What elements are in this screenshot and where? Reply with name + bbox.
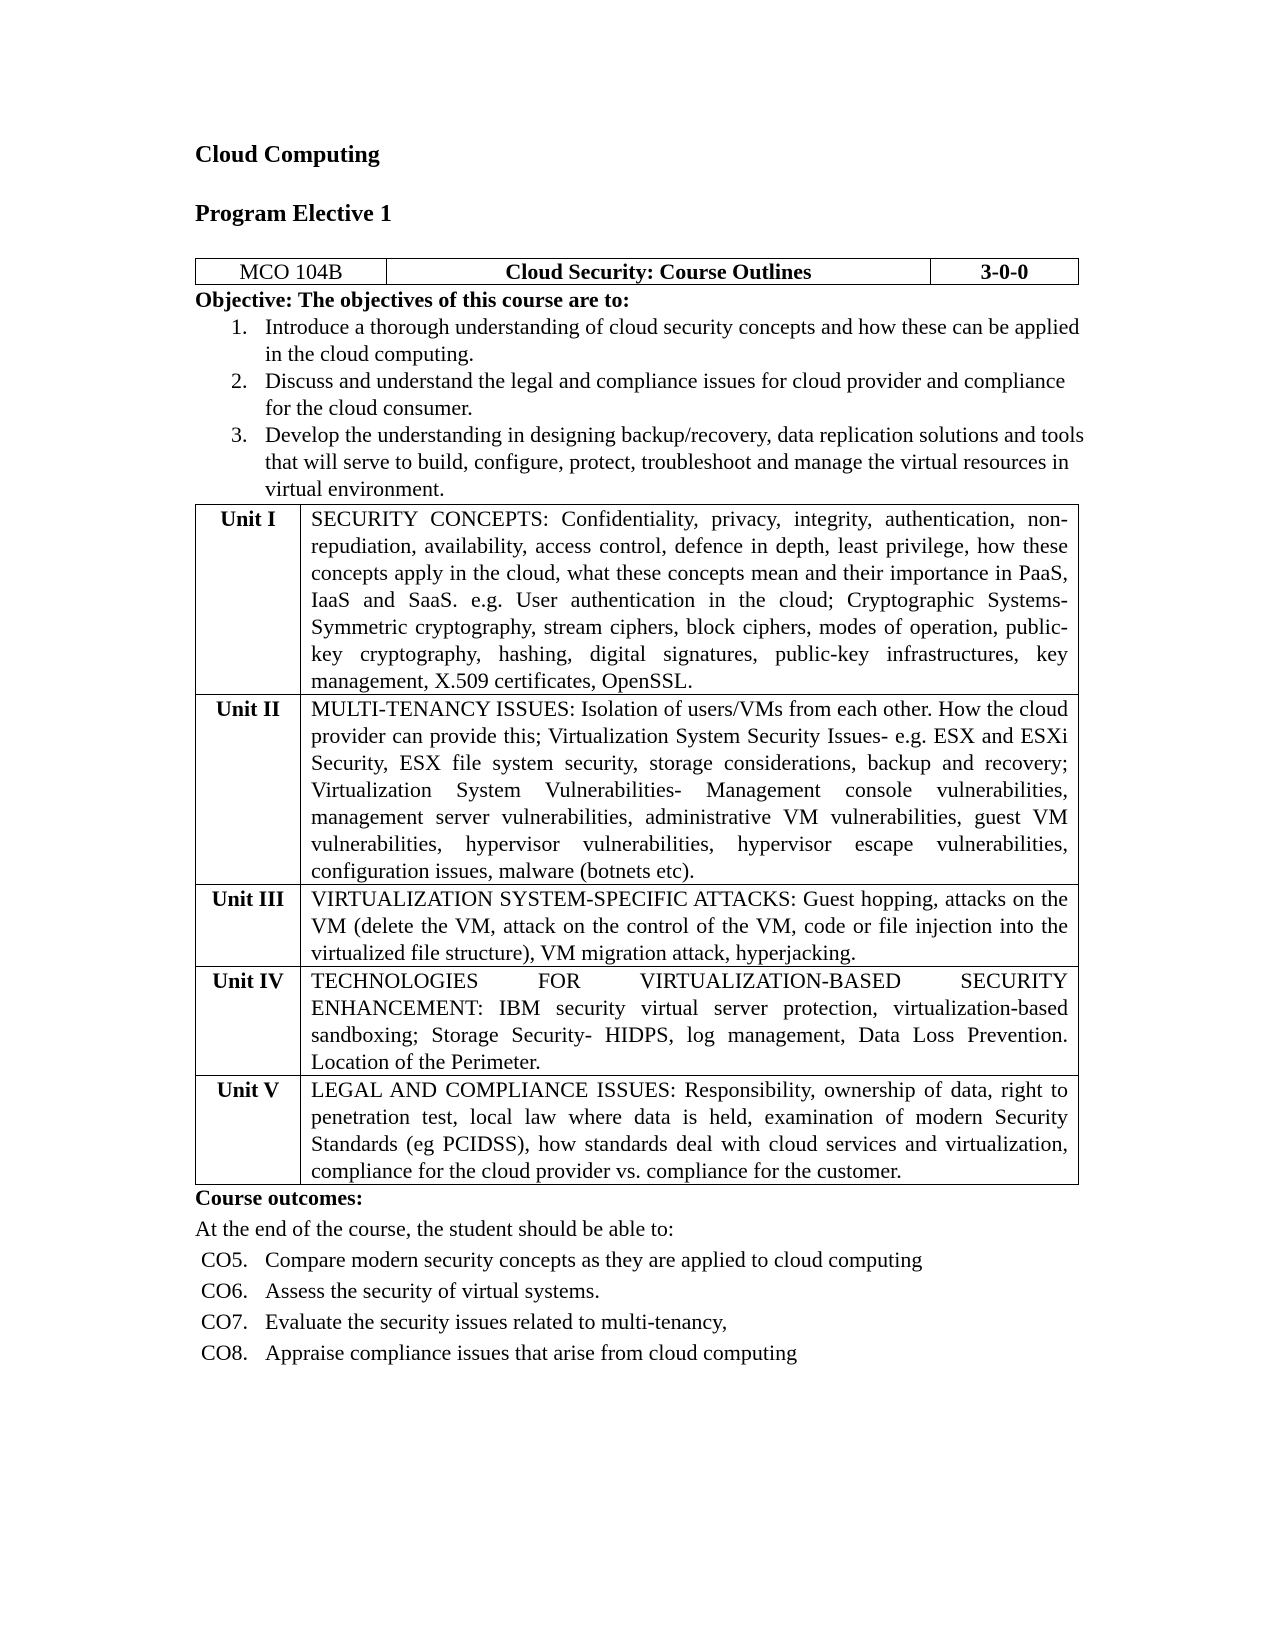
unit-content: TECHNOLOGIES FOR VIRTUALIZATION-BASED SECURITY ENHANCEMENT: IBM security virtual server protection, virtualization-based sandboxing; Storage Security- HIDPS, log management, Data Loss Prevention. Location of the Perimeter. bbox=[301, 967, 1079, 1076]
unit-content: MULTI-TENANCY ISSUES: Isolation of users/VMs from each other. How the cloud provider can provide this; Virtualization System Security Issues- e.g. ESX and ESXi Security, ESX file system security, storage considerations, backup and recovery; Virtualization System Vulnerabilities- Management console vulnerabilities, management server vulnerabilities, administrative VM vulnerabilities, guest VM vulnerabilities, hypervisor vulnerabilities, hypervisor escape vulnerabilities, configuration issues, malware (botnets etc). bbox=[301, 695, 1079, 885]
unit-content: VIRTUALIZATION SYSTEM-SPECIFIC ATTACKS: Guest hopping, attacks on the VM (delete the VM, attack on the control of the VM, code or file injection into the virtualized file structure), VM migration attack, hyperjacking. bbox=[301, 885, 1079, 967]
unit-row bbox=[196, 967, 1079, 1076]
objective-number: 3. bbox=[231, 422, 248, 447]
outcome-item bbox=[195, 1244, 1095, 1275]
unit-row bbox=[196, 885, 1079, 967]
outcome-code: CO5. bbox=[201, 1247, 249, 1272]
course-code: MCO 104B bbox=[196, 259, 387, 285]
document-subtitle: Program Elective 1 bbox=[195, 201, 392, 227]
objectives-list bbox=[195, 313, 1085, 502]
outcomes-intro: At the end of the course, the student should be able to: bbox=[195, 1216, 674, 1241]
objective-item bbox=[195, 421, 1085, 502]
course-credits: 3-0-0 bbox=[931, 259, 1079, 285]
units-table bbox=[195, 504, 1079, 1185]
unit-row bbox=[196, 505, 1079, 695]
outcome-code: CO7. bbox=[201, 1309, 249, 1334]
unit-name: Unit V bbox=[196, 1076, 301, 1185]
unit-row bbox=[196, 1076, 1079, 1185]
objective-item bbox=[195, 313, 1085, 367]
unit-name: Unit II bbox=[196, 695, 301, 885]
objective-text: Develop the understanding in designing backup/recovery, data replication solutions and tools that will serve to build, configure, protect, troubleshoot and manage the virtual resources in virtual environment. bbox=[265, 422, 1085, 501]
outcome-text: Assess the security of virtual systems. bbox=[265, 1278, 600, 1303]
outcome-code: CO8. bbox=[201, 1340, 249, 1365]
objective-text: Introduce a thorough understanding of cloud security concepts and how these can be applied in the cloud computing. bbox=[265, 314, 1080, 366]
outcome-code: CO6. bbox=[201, 1278, 249, 1303]
outcome-text: Evaluate the security issues related to multi-tenancy, bbox=[265, 1309, 728, 1334]
outcome-item bbox=[195, 1337, 1095, 1368]
objectives-heading: Objective: The objectives of this course are to: bbox=[195, 287, 630, 312]
outcome-item bbox=[195, 1306, 1095, 1337]
unit-content: LEGAL AND COMPLIANCE ISSUES: Responsibility, ownership of data, right to penetration test, local law where data is held, examination of modern Security Standards (eg PCIDSS), how standards deal with cloud services and virtualization, compliance for the cloud provider vs. compliance for the customer. bbox=[301, 1076, 1079, 1185]
outcomes-section bbox=[195, 1184, 1095, 1368]
unit-name: Unit I bbox=[196, 505, 301, 695]
unit-name: Unit IV bbox=[196, 967, 301, 1076]
objective-number: 2. bbox=[231, 368, 248, 393]
document-title: Cloud Computing bbox=[195, 142, 380, 168]
outcomes-heading: Course outcomes: bbox=[195, 1185, 364, 1210]
unit-row bbox=[196, 695, 1079, 885]
course-header-table bbox=[195, 258, 1079, 285]
unit-content: SECURITY CONCEPTS: Confidentiality, privacy, integrity, authentication, non-repudiation, availability, access control, defence in depth, least privilege, how these concepts apply in the cloud, what these concepts mean and their importance in PaaS, IaaS and SaaS. e.g. User authentication in the cloud; Cryptographic Systems- Symmetric cryptography, stream ciphers, block ciphers, modes of operation, public-key cryptography, hashing, digital signatures, public-key infrastructures, key management, X.509 certificates, OpenSSL. bbox=[301, 505, 1079, 695]
course-header-row bbox=[196, 259, 1079, 285]
unit-name: Unit III bbox=[196, 885, 301, 967]
outcome-item bbox=[195, 1275, 1095, 1306]
objectives-section bbox=[195, 286, 1085, 502]
outcome-text: Appraise compliance issues that arise from cloud computing bbox=[265, 1340, 798, 1365]
objective-text: Discuss and understand the legal and compliance issues for cloud provider and compliance for the cloud consumer. bbox=[265, 368, 1066, 420]
course-name: Cloud Security: Course Outlines bbox=[387, 259, 931, 285]
objective-number: 1. bbox=[231, 314, 248, 339]
objective-item bbox=[195, 367, 1085, 421]
outcome-text: Compare modern security concepts as they are applied to cloud computing bbox=[265, 1247, 923, 1272]
